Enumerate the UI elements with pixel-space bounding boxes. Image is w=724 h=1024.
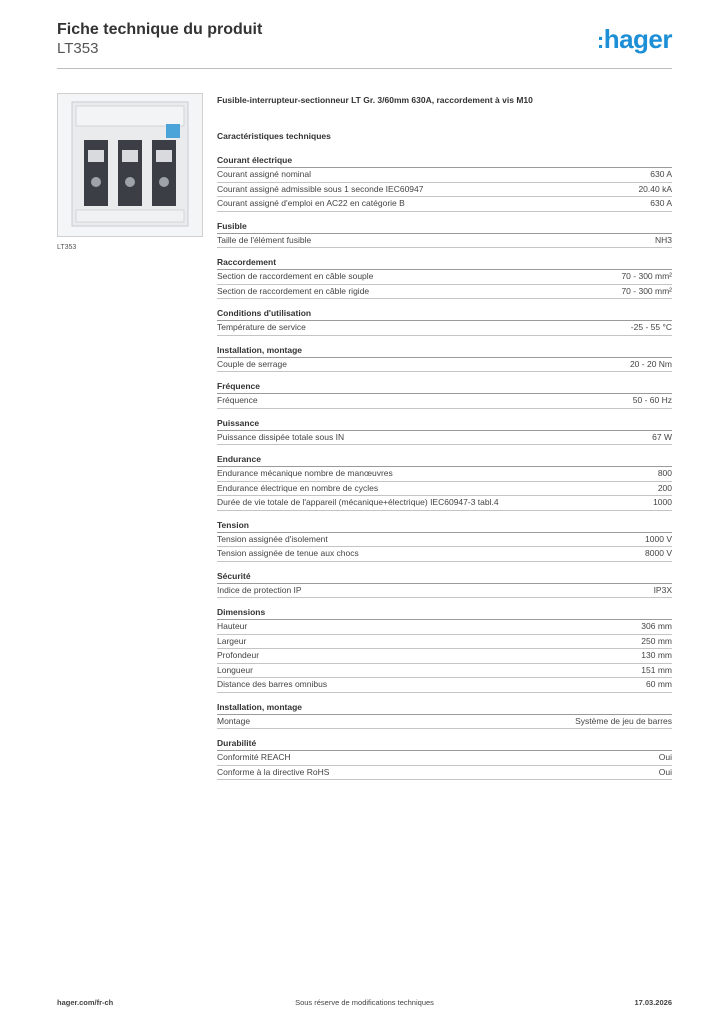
spec-value: 1000 [653, 497, 672, 507]
spec-value: 800 [657, 468, 672, 478]
spec-content [217, 94, 672, 789]
spec-group [217, 607, 672, 693]
product-code: LT353 [57, 40, 99, 57]
spec-value: 70 - 300 mm² [621, 285, 672, 296]
spec-label: Hauteur [217, 621, 248, 631]
group-title: Fusible [217, 221, 672, 234]
hager-logo: :hager [596, 24, 672, 54]
spec-value: IP3X [653, 584, 672, 595]
spec-value: 1000 V [645, 533, 672, 544]
logo-text: hager [603, 24, 672, 54]
spec-row [217, 234, 672, 249]
spec-value: 50 - 60 Hz [632, 395, 672, 405]
spec-row [217, 394, 672, 409]
spec-label: Couple de serrage [217, 358, 287, 369]
spec-value: 60 mm [646, 679, 672, 689]
product-description: Fusible-interrupteur-sectionneur LT Gr. 3/60mm 630A, raccordement à vis M10 [217, 95, 533, 105]
spec-row [217, 547, 672, 562]
spec-row [217, 620, 672, 635]
spec-row [217, 766, 672, 781]
group-title: Raccordement [217, 257, 672, 270]
spec-value: 67 W [652, 431, 672, 442]
spec-value: Système de jeu de barres [575, 715, 672, 726]
spec-row [217, 584, 672, 599]
product-image [57, 93, 203, 237]
spec-row [217, 533, 672, 548]
group-title: Fréquence [217, 381, 672, 394]
spec-group [217, 738, 672, 780]
section-title: Caractéristiques techniques [217, 131, 331, 141]
group-title: Dimensions [217, 607, 672, 620]
spec-value: 200 [657, 482, 672, 493]
footer-website-link[interactable]: hager.com/fr-ch [57, 998, 114, 1007]
spec-value: 306 mm [641, 621, 672, 631]
fuse-switch-illustration [58, 94, 203, 237]
spec-row [217, 751, 672, 766]
spec-label: Endurance mécanique nombre de manœuvres [217, 468, 393, 478]
spec-value: 8000 V [645, 548, 672, 558]
spec-label: Courant assigné admissible sous 1 seconde IEC60947 [217, 183, 424, 194]
group-title: Tension [217, 520, 672, 533]
spec-row [217, 482, 672, 497]
image-caption: LT353 [57, 244, 77, 251]
group-title: Endurance [217, 454, 672, 467]
spec-group [217, 520, 672, 562]
footer-date: 17.03.2026 [634, 998, 672, 1007]
spec-row [217, 168, 672, 183]
spec-label: Section de raccordement en câble rigide [217, 285, 370, 296]
spec-group [217, 454, 672, 511]
spec-group [217, 702, 672, 730]
spec-label: Courant assigné nominal [217, 169, 312, 179]
spec-label: Endurance électrique en nombre de cycles [217, 482, 379, 493]
spec-row [217, 358, 672, 373]
spec-label: Durée de vie totale de l'appareil (mécanique+électrique) IEC60947-3 tabl.4 [217, 497, 499, 507]
spec-value: 630 A [650, 198, 672, 208]
spec-label: Largeur [217, 635, 247, 646]
spec-value: 20 - 20 Nm [629, 358, 672, 369]
spec-value: NH3 [654, 234, 672, 245]
spec-row [217, 715, 672, 730]
group-title: Installation, montage [217, 702, 672, 715]
spec-label: Puissance dissipée totale sous IN [217, 431, 345, 442]
spec-label: Longueur [217, 664, 253, 675]
spec-value: 130 mm [641, 650, 672, 660]
spec-label: Montage [217, 715, 251, 726]
group-title: Conditions d'utilisation [217, 308, 672, 321]
spec-row [217, 197, 672, 212]
spec-value: Oui [658, 752, 672, 762]
group-title: Sécurité [217, 571, 672, 584]
spec-label: Courant assigné d'emploi en AC22 en catégorie B [217, 198, 405, 208]
spec-row [217, 321, 672, 336]
spec-label: Profondeur [217, 650, 260, 660]
footer-notice: Sous réserve de modifications techniques [295, 998, 434, 1007]
spec-value: 630 A [650, 169, 672, 179]
spec-row [217, 183, 672, 198]
spec-value: Oui [658, 766, 672, 777]
spec-group [217, 308, 672, 336]
spec-row [217, 431, 672, 446]
spec-row [217, 664, 672, 679]
spec-group [217, 221, 672, 249]
spec-value: 70 - 300 mm² [621, 271, 672, 281]
spec-label: Tension assignée d'isolement [217, 533, 328, 544]
spec-label: Fréquence [217, 395, 258, 405]
spec-row [217, 467, 672, 482]
group-title: Durabilité [217, 738, 672, 751]
spec-group [217, 418, 672, 446]
spec-label: Conformité REACH [217, 752, 291, 762]
spec-group [217, 571, 672, 599]
spec-row [217, 496, 672, 511]
spec-row [217, 649, 672, 664]
spec-value: 250 mm [641, 635, 672, 646]
spec-group [217, 155, 672, 212]
spec-label: Distance des barres omnibus [217, 679, 328, 689]
spec-label: Conforme à la directive RoHS [217, 766, 330, 777]
header-divider [57, 68, 672, 69]
spec-group [217, 381, 672, 409]
spec-label: Section de raccordement en câble souple [217, 271, 374, 281]
spec-row [217, 678, 672, 693]
group-title: Courant électrique [217, 155, 672, 168]
spec-group [217, 257, 672, 299]
page-header [57, 20, 672, 68]
spec-label: Température de service [217, 322, 306, 332]
spec-value: 151 mm [641, 664, 672, 675]
spec-row [217, 270, 672, 285]
spec-row [217, 635, 672, 650]
page-title: Fiche technique du produit [57, 21, 263, 38]
spec-label: Taille de l'élément fusible [217, 234, 312, 245]
spec-label: Indice de protection IP [217, 584, 302, 595]
spec-value: -25 - 55 °C [630, 322, 672, 332]
spec-value: 20.40 kA [638, 183, 672, 194]
spec-row [217, 285, 672, 300]
spec-group [217, 345, 672, 373]
group-title: Puissance [217, 418, 672, 431]
group-title: Installation, montage [217, 345, 672, 358]
spec-label: Tension assignée de tenue aux chocs [217, 548, 359, 558]
